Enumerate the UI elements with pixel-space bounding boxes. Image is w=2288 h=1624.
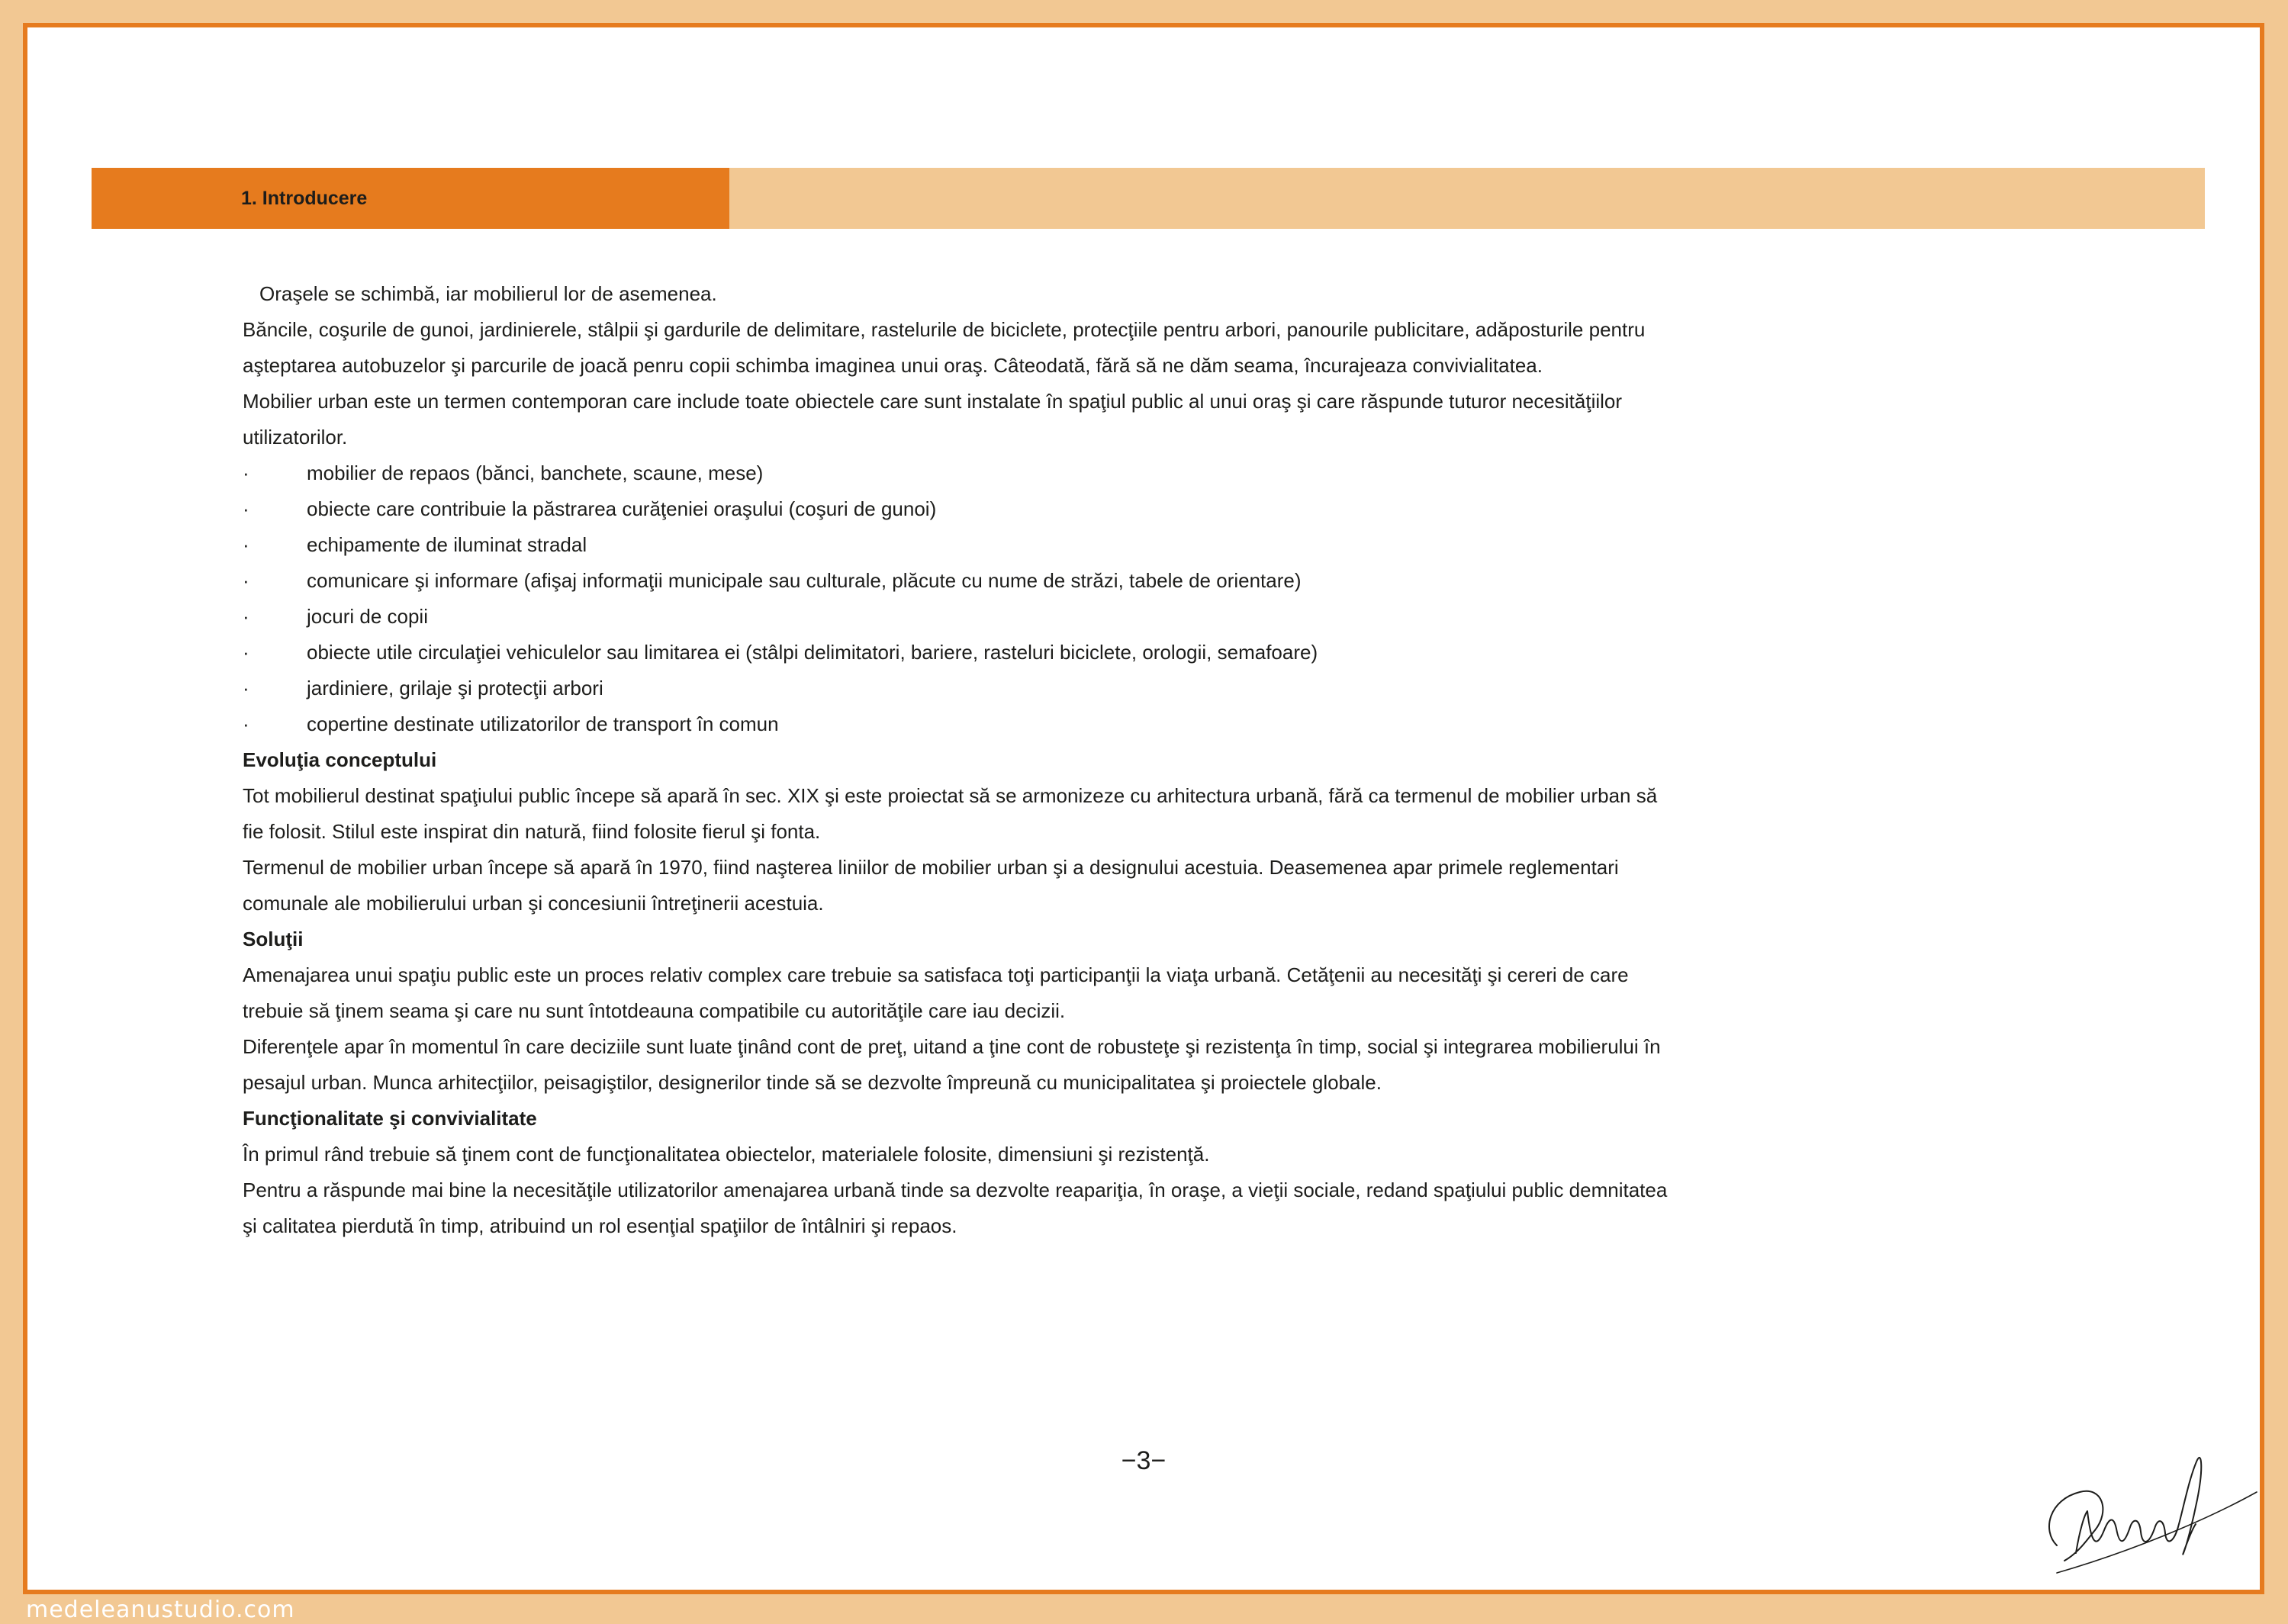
intro-paragraph-3: Mobilier urban este un termen contemporan care include toate obiectele care sunt instalate în spaţiul public al unui oraş şi care răspunde tuturor necesităţiilor utilizatorilor. [243,390,1623,449]
list-item [243,599,1677,635]
list-item [243,491,1677,527]
list-item [243,527,1677,563]
watermark: medeleanustudio.com [26,1597,295,1623]
urban-furniture-list [243,455,1677,742]
bullet-marker: · [243,712,249,735]
list-item [243,706,1677,742]
signature-icon [2034,1439,2263,1591]
functionalitate-heading: Funcţionalitate şi convivialitate [243,1107,537,1130]
bullet-marker: · [243,533,249,556]
list-item-text: obiecte care contribuie la păstrarea curăţeniei oraşului (coşuri de gunoi) [307,497,937,520]
functionalitate-paragraph-2: Pentru a răspunde mai bine la necesităţile utilizatorilor amenajarea urbană tinde sa dezvolte reapariţia, în oraşe, a vieţii sociale, redand spaţiului public demnitatea şi calitatea pierdută în timp, atribuind un rol esenţial spaţiilor de întâlniri şi repaos. [243,1179,1668,1237]
bullet-marker: · [243,569,249,592]
evolutia-paragraph-2: Termenul de mobilier urban începe să apară în 1970, fiind naşterea liniilor de mobilier urban şi a designului acestuia. Deasemenea apar primele reglementari comunale ale mobilierului urban şi concesiunii întreţinerii acestuia. [243,856,1619,915]
solutii-heading: Soluţii [243,928,304,950]
list-item-text: comunicare şi informare (afişaj informaţii municipale sau culturale, plăcute cu nume de străzi, tabele de orientare) [307,569,1302,592]
section-header-tab [92,168,729,229]
body-text [243,276,1677,1244]
list-item-text: echipamente de iluminat stradal [307,533,587,556]
evolutia-heading: Evoluţia conceptului [243,748,437,771]
page-number: −3− [1121,1446,1167,1475]
list-item [243,563,1677,599]
list-item [243,455,1677,491]
bullet-marker: · [243,641,249,664]
bullet-marker: · [243,497,249,520]
list-item-text: copertine destinate utilizatorilor de transport în comun [307,712,779,735]
solutii-paragraph-1: Amenajarea unui spaţiu public este un proces relativ complex care trebuie sa satisfaca toţi participanţii la viaţa urbană. Cetăţenii au necesităţi şi cereri de care trebuie să ţinem seama şi care nu sunt întotdeauna compatibile cu autorităţile care iau decizii. [243,963,1629,1022]
intro-paragraph-1: Oraşele se schimbă, iar mobilierul lor de asemenea. [259,282,717,305]
list-item [243,671,1677,706]
intro-paragraph-2: Băncile, coşurile de gunoi, jardinierele, stâlpii şi gardurile de delimitare, rastelurile de biciclete, protecţiile pentru arbori, panourile publicitare, adăposturile pentru aşteptarea autobuzelor şi parcurile de joacă penru copii schimba imaginea unui oraş. Câteodată, fără să ne dăm seama, încurajeaza convivialitatea. [243,318,1646,377]
section-title: 1. Introducere [241,188,368,209]
bullet-marker: · [243,677,249,699]
list-item [243,635,1677,671]
list-item-text: jardiniere, grilaje şi protecţii arbori [307,677,603,699]
list-item-text: mobilier de repaos (bănci, banchete, scaune, mese) [307,461,764,484]
list-item-text: obiecte utile circulaţiei vehiculelor sau limitarea ei (stâlpi delimitatori, bariere, rasteluri biciclete, orologii, semafoare) [307,641,1318,664]
solutii-paragraph-2: Diferenţele apar în momentul în care deciziile sunt luate ţinând cont de preţ, uitand a ţine cont de robusteţe şi rezistenţa în timp, social şi integrarea mobilierului în pesajul urban. Munca arhitecţiilor, peisagiştilor, designerilor tinde să se dezvolte împreună cu municipalitatea şi proiectele globale. [243,1035,1661,1094]
section-header-band [92,168,2205,229]
list-item-text: jocuri de copii [307,605,428,628]
bullet-marker: · [243,605,249,628]
functionalitate-paragraph-1: În primul rând trebuie să ţinem cont de funcţionalitatea obiectelor, materialele folosite, dimensiuni şi rezistenţă. [243,1143,1210,1166]
bullet-marker: · [243,461,249,484]
evolutia-paragraph-1: Tot mobilierul destinat spaţiului public începe să apară în sec. XIX şi este proiectat să se armonizeze cu arhitectura urbană, fără ca termenul de mobilier urban să fie folosit. Stilul este inspirat din natură, fiind folosite fierul şi fonta. [243,784,1658,843]
document-page [23,23,2264,1594]
